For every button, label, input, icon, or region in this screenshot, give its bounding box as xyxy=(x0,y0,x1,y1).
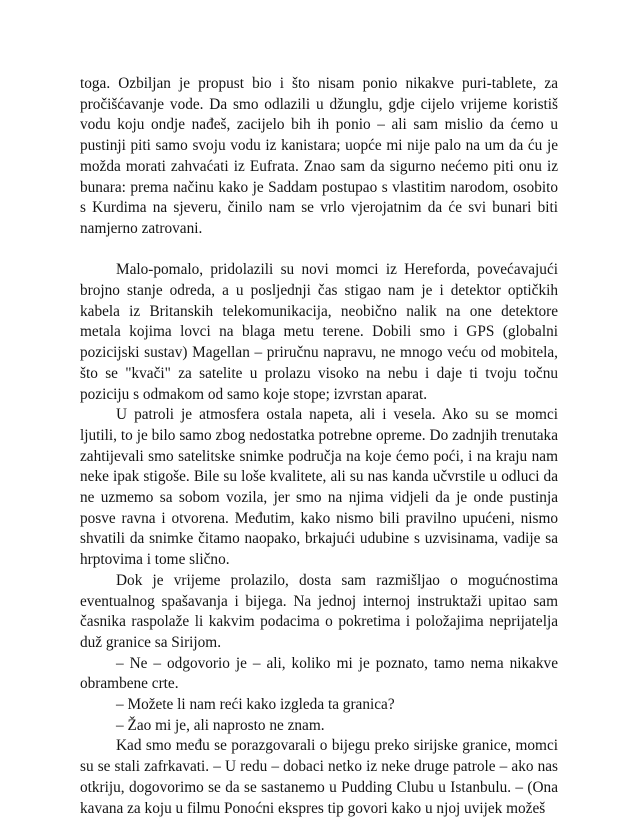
paragraph: – Žao mi je, ali naprosto ne znam. xyxy=(116,716,325,734)
paragraph: Kad smo među se porazgovarali o bijegu preko sirijske granice, momci su se stali zafrkavati. – U redu – dobaci netko iz neke druge patrole – ako nas otkriju, dogovorimo se da se sastanemo u Pudding Clubu u Istanbulu. – (Ona kavana za koju u filmu Ponoćni ekspres tip govori kako u njoj uvijek možeš xyxy=(80,737,558,817)
paragraph: Dok je vrijeme prolazilo, dosta sam razmišljao o mogućnostima eventualnog spašavanja i bijega. Na jednoj internoj instruktaži upitao sam časnika raspolaže li kakvim podacima o pokretima i položajima neprijatelja duž granice sa Sirijom. xyxy=(80,571,558,651)
paragraph: Malo-pomalo, pridolazili su novi momci iz Hereforda, povećavajući brojno stanje odreda, a u posljednji čas stigao nam je i detektor optičkih kabela iz Britanskih telekomunikacija, neobično nalik na one detektore metala kojima lovci na blaga metu terene. Dobili smo i GPS (globalni pozicijski sustav) Magellan – priručnu napravu, ne mnogo veću od mobitela, što se "kvači" za satelite u prolazu visoko na nebu i daje ti tvoju točnu poziciju s odmakom od samo koje stope; izvrstan aparat. xyxy=(80,261,558,403)
paragraph: – Ne – odgovorio je – ali, koliko mi je poznato, tamo nema nikakve obrambene crte. xyxy=(80,654,558,693)
paragraph: toga. Ozbiljan je propust bio i što nisam ponio nikakve puri-tablete, za pročišćavanje vode. Da smo odlazili u džunglu, gdje cijelo vrijeme koristiš vodu koju ondje nađeš, zacijelo bih ih ponio – ali sam mislio da ćemo u pustinji piti samo svoju vodu iz kanistara; uopće mi nije palo na um da ću je možda morati zahvaćati iz Eufrata. Znao sam da sigurno nećemo piti onu iz bunara: prema načinu kako je Saddam postupao s vlastitim narodom, osobito s Kurdima na sjeveru, činilo nam se vrlo vjerojatnim da će svi bunari biti namjerno zatrovani. xyxy=(80,75,558,237)
paragraph-spacer xyxy=(80,240,558,261)
paragraph: U patroli je atmosfera ostala napeta, ali i vesela. Ako su se momci ljutili, to je bilo samo zbog nedostatka potrebne opreme. Do zadnjih trenutaka zahtijevali smo satelitske snimke područja na koje ćemo poći, i na kraju nam neke ipak stigoše. Bile su loše kvalitete, ali su nas kanda učvrstile u odluci da ne uzmemo sa sobom vozila, jer smo na njima vidjeli da je onde pustinja posve ravna i otvorena. Međutim, kako nismo bili pravilno upućeni, nismo shvatili da snimke čitamo naopako, brkajući udubine s uzvisinama, vadije sa hrptovima i tome slično. xyxy=(80,406,558,569)
paragraph: – Možete li nam reći kako izgleda ta granica? xyxy=(116,696,395,714)
body-text xyxy=(80,74,558,819)
